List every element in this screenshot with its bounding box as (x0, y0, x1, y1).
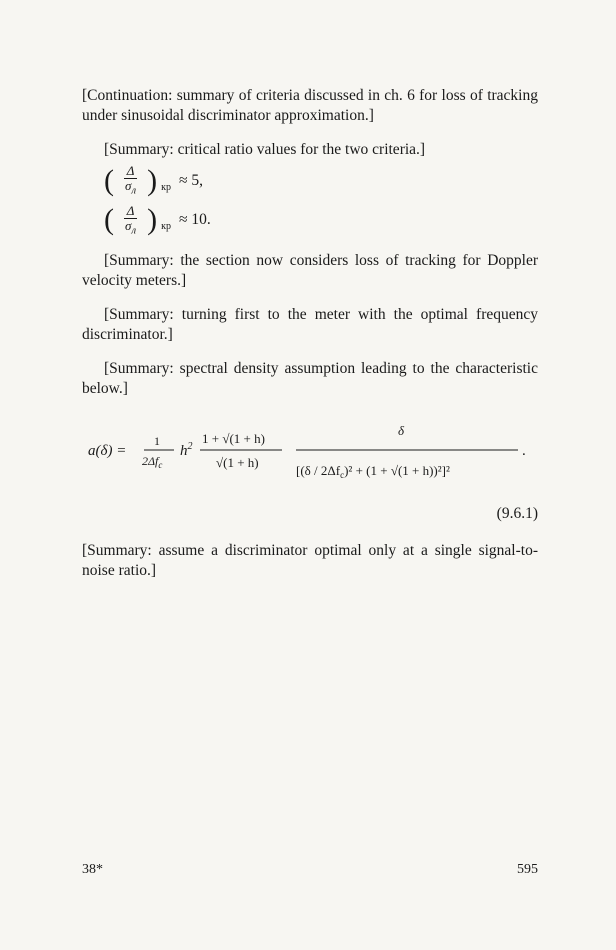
paragraph-5: [Summary: spectral density assumption leading to the characteristic below.] (82, 360, 538, 398)
paragraph-6: [Summary: assume a discriminator optimal only at a single signal-to-noise ratio.] (82, 542, 538, 580)
left-paren: ( (104, 163, 114, 197)
formula-frac2-den: √(1 + h) (216, 455, 259, 471)
ratio-value-second: ≈ 10. (179, 211, 211, 229)
equation-number: (9.6.1) (496, 505, 538, 523)
page-footer (82, 862, 538, 878)
formula-lhs: a(δ) = (88, 443, 127, 460)
formula-period: . (522, 443, 526, 460)
left-paren: ( (104, 203, 114, 237)
formula-frac3-den: $[(\delta / 2\Delta f_c)^2 + (1 + √(1 + h))^2]^2$ (296, 463, 450, 481)
subscript-kr: кр (161, 181, 172, 193)
right-paren: ) (147, 163, 158, 197)
ratio-line-1 (104, 164, 538, 198)
paragraph-4: [Summary: turning first to the meter with the optimal frequency discriminator.] (82, 306, 538, 344)
formula-frac3-num: δ (398, 423, 405, 439)
signature-mark: 38* (82, 862, 103, 877)
paragraph-2: [Summary: critical ratio values for the two criteria.] (104, 141, 426, 158)
ratio-block (82, 140, 538, 237)
ratio-line-2 (104, 204, 538, 238)
paragraph-1: [Continuation: summary of criteria discussed in ch. 6 for loss of tracking under sinusoidal discriminator approximation.] (82, 87, 538, 124)
subscript-kr: кр (161, 221, 172, 233)
delta-over-sigma-fraction: $\frac{\Delta}{\sigma_л}$ (125, 202, 137, 237)
discriminator-characteristic-formula (82, 413, 538, 531)
formula-frac1-num: 1 (154, 434, 160, 449)
page-number: 595 (517, 862, 538, 877)
formula-frac1-den: $2\Delta f_c$ (142, 454, 163, 471)
ratio-value-first: ≈ 5, (179, 171, 204, 189)
right-paren: ) (147, 203, 158, 237)
formula-h-squared: $h^2$ (180, 441, 193, 460)
paragraph-3: [Summary: the section now considers loss of tracking for Doppler velocity meters.] (82, 252, 538, 290)
formula-9-6-1 (82, 413, 538, 531)
formula-frac2-num: 1 + √(1 + h) (202, 431, 265, 447)
delta-over-sigma-fraction: $\frac{\Delta}{\sigma_л}$ (125, 163, 137, 197)
